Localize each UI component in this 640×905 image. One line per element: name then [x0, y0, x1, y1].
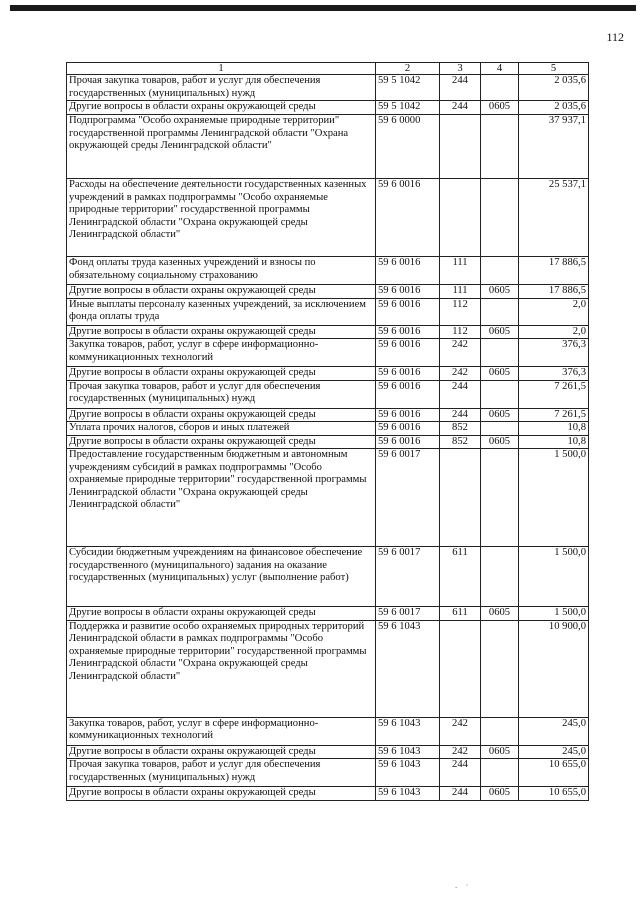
- expense-name-cell: Подпрограмма "Особо охраняемые природные территории" государственной программы Ленинградской области "Охрана окружающей среды Ленинградской области": [67, 115, 376, 179]
- expense-type-cell: 852: [440, 435, 481, 449]
- expense-type-cell: 242: [440, 367, 481, 381]
- section-code-cell: [481, 115, 519, 179]
- expense-type-cell: 112: [440, 325, 481, 339]
- target-article-cell: 59 6 0016: [376, 298, 440, 325]
- expense-name-cell: Другие вопросы в области охраны окружающей среды: [67, 325, 376, 339]
- target-article-cell: 59 6 0017: [376, 449, 440, 547]
- column-number-row: [67, 63, 589, 75]
- expense-name-cell: Субсидии бюджетным учреждениям на финансовое обеспечение государственного (муниципального) задания на оказание государственных (муниципальных) услуг (выполнение работ): [67, 547, 376, 607]
- table-row: [67, 325, 589, 339]
- target-article-cell: 59 6 0017: [376, 547, 440, 607]
- target-article-cell: 59 6 0016: [376, 435, 440, 449]
- expense-type-cell: 112: [440, 298, 481, 325]
- target-article-cell: 59 5 1042: [376, 75, 440, 101]
- amount-cell: 10 655,0: [519, 787, 589, 801]
- expense-type-cell: 244: [440, 787, 481, 801]
- table-row: [67, 75, 589, 101]
- target-article-cell: 59 6 0016: [376, 257, 440, 285]
- table-row: [67, 367, 589, 381]
- section-code-cell: [481, 449, 519, 547]
- expense-type-cell: 242: [440, 717, 481, 745]
- amount-cell: 2 035,6: [519, 101, 589, 115]
- section-code-cell: 0605: [481, 745, 519, 759]
- expense-type-cell: [440, 620, 481, 717]
- table-row: [67, 408, 589, 422]
- expense-name-cell: Другие вопросы в области охраны окружающей среды: [67, 435, 376, 449]
- expense-type-cell: 111: [440, 285, 481, 299]
- scan-artifact: . ·: [455, 880, 472, 890]
- target-article-cell: 59 6 1043: [376, 717, 440, 745]
- expense-name-cell: Другие вопросы в области охраны окружающей среды: [67, 367, 376, 381]
- amount-cell: 2,0: [519, 325, 589, 339]
- amount-cell: 2,0: [519, 298, 589, 325]
- section-code-cell: [481, 547, 519, 607]
- amount-cell: 37 937,1: [519, 115, 589, 179]
- expense-type-cell: [440, 115, 481, 179]
- amount-cell: 1 500,0: [519, 607, 589, 621]
- target-article-cell: 59 6 1043: [376, 745, 440, 759]
- target-article-cell: 59 6 0016: [376, 422, 440, 436]
- section-code-cell: [481, 759, 519, 787]
- amount-cell: 7 261,5: [519, 408, 589, 422]
- table-row: [67, 745, 589, 759]
- budget-table-body: [67, 63, 589, 801]
- expense-type-cell: 242: [440, 745, 481, 759]
- target-article-cell: 59 5 1042: [376, 101, 440, 115]
- table-row: [67, 101, 589, 115]
- expense-name-cell: Другие вопросы в области охраны окружающей среды: [67, 607, 376, 621]
- amount-cell: 376,3: [519, 367, 589, 381]
- table-row: [67, 339, 589, 367]
- amount-cell: 10,8: [519, 422, 589, 436]
- table-row: [67, 380, 589, 408]
- expense-name-cell: Закупка товаров, работ, услуг в сфере информационно-коммуникационных технологий: [67, 717, 376, 745]
- section-code-cell: [481, 257, 519, 285]
- column-number: 4: [481, 63, 519, 75]
- section-code-cell: 0605: [481, 607, 519, 621]
- section-code-cell: 0605: [481, 435, 519, 449]
- table-row: [67, 422, 589, 436]
- section-code-cell: [481, 380, 519, 408]
- expense-name-cell: Уплата прочих налогов, сборов и иных платежей: [67, 422, 376, 436]
- expense-type-cell: [440, 449, 481, 547]
- column-number: 3: [440, 63, 481, 75]
- page-number: 112: [606, 30, 624, 44]
- expense-type-cell: 111: [440, 257, 481, 285]
- table-row: [67, 717, 589, 745]
- target-article-cell: 59 6 0017: [376, 607, 440, 621]
- amount-cell: 245,0: [519, 717, 589, 745]
- table-row: [67, 547, 589, 607]
- section-code-cell: [481, 422, 519, 436]
- table-row: [67, 257, 589, 285]
- amount-cell: 10 655,0: [519, 759, 589, 787]
- table-row: [67, 179, 589, 257]
- amount-cell: 7 261,5: [519, 380, 589, 408]
- amount-cell: 10,8: [519, 435, 589, 449]
- section-code-cell: 0605: [481, 787, 519, 801]
- target-article-cell: 59 6 0016: [376, 325, 440, 339]
- expense-name-cell: Другие вопросы в области охраны окружающей среды: [67, 101, 376, 115]
- expense-type-cell: [440, 179, 481, 257]
- amount-cell: 25 537,1: [519, 179, 589, 257]
- section-code-cell: 0605: [481, 367, 519, 381]
- target-article-cell: 59 6 1043: [376, 759, 440, 787]
- amount-cell: 17 886,5: [519, 257, 589, 285]
- table-row: [67, 449, 589, 547]
- target-article-cell: 59 6 0016: [376, 285, 440, 299]
- section-code-cell: [481, 620, 519, 717]
- expense-name-cell: Другие вопросы в области охраны окружающей среды: [67, 787, 376, 801]
- expense-name-cell: Прочая закупка товаров, работ и услуг для обеспечения государственных (муниципальных) нужд: [67, 759, 376, 787]
- expense-type-cell: 852: [440, 422, 481, 436]
- target-article-cell: 59 6 0016: [376, 179, 440, 257]
- amount-cell: 17 886,5: [519, 285, 589, 299]
- expense-type-cell: 244: [440, 101, 481, 115]
- expense-name-cell: Расходы на обеспечение деятельности государственных казенных учреждений в рамках подпрограммы "Особо охраняемые природные территории" государственной программы Ленинградской области "Охрана окружающей среды Ленинградской области": [67, 179, 376, 257]
- table-row: [67, 607, 589, 621]
- expense-type-cell: 244: [440, 759, 481, 787]
- expense-type-cell: 611: [440, 547, 481, 607]
- section-code-cell: 0605: [481, 101, 519, 115]
- section-code-cell: [481, 717, 519, 745]
- expense-name-cell: Прочая закупка товаров, работ и услуг для обеспечения государственных (муниципальных) нужд: [67, 75, 376, 101]
- expense-type-cell: 242: [440, 339, 481, 367]
- expense-type-cell: 611: [440, 607, 481, 621]
- expense-name-cell: Поддержка и развитие особо охраняемых природных территорий Ленинградской области в рамках подпрограммы "Особо охраняемые природные территории" государственной программы Ленинградской области "Охрана окружающей среды Ленинградской области": [67, 620, 376, 717]
- table-row: [67, 787, 589, 801]
- table-row: [67, 285, 589, 299]
- section-code-cell: 0605: [481, 408, 519, 422]
- expense-name-cell: Другие вопросы в области охраны окружающей среды: [67, 408, 376, 422]
- column-number: 2: [376, 63, 440, 75]
- target-article-cell: 59 6 1043: [376, 787, 440, 801]
- amount-cell: 245,0: [519, 745, 589, 759]
- budget-table: [66, 62, 589, 801]
- table-row: [67, 298, 589, 325]
- amount-cell: 2 035,6: [519, 75, 589, 101]
- table-row: [67, 435, 589, 449]
- column-number: 5: [519, 63, 589, 75]
- section-code-cell: 0605: [481, 325, 519, 339]
- table-row: [67, 620, 589, 717]
- table-row: [67, 759, 589, 787]
- target-article-cell: 59 6 0016: [376, 367, 440, 381]
- amount-cell: 1 500,0: [519, 547, 589, 607]
- amount-cell: 10 900,0: [519, 620, 589, 717]
- expense-name-cell: Иные выплаты персоналу казенных учреждений, за исключением фонда оплаты труда: [67, 298, 376, 325]
- target-article-cell: 59 6 0016: [376, 339, 440, 367]
- target-article-cell: 59 6 0016: [376, 380, 440, 408]
- target-article-cell: 59 6 0016: [376, 408, 440, 422]
- target-article-cell: 59 6 0000: [376, 115, 440, 179]
- amount-cell: 376,3: [519, 339, 589, 367]
- section-code-cell: 0605: [481, 285, 519, 299]
- expense-name-cell: Другие вопросы в области охраны окружающей среды: [67, 285, 376, 299]
- expense-name-cell: Закупка товаров, работ, услуг в сфере информационно-коммуникационных технологий: [67, 339, 376, 367]
- expense-type-cell: 244: [440, 75, 481, 101]
- top-border-rule: [10, 5, 636, 11]
- target-article-cell: 59 6 1043: [376, 620, 440, 717]
- expense-name-cell: Фонд оплаты труда казенных учреждений и взносы по обязательному социальному страхованию: [67, 257, 376, 285]
- expense-name-cell: Предоставление государственным бюджетным и автономным учреждениям субсидий в рамках подпрограммы "Особо охраняемые природные территории" государственной программы Ленинградской области "Охрана окружающей среды Ленинградской области": [67, 449, 376, 547]
- expense-type-cell: 244: [440, 380, 481, 408]
- section-code-cell: [481, 75, 519, 101]
- section-code-cell: [481, 298, 519, 325]
- amount-cell: 1 500,0: [519, 449, 589, 547]
- table-row: [67, 115, 589, 179]
- expense-name-cell: Прочая закупка товаров, работ и услуг для обеспечения государственных (муниципальных) нужд: [67, 380, 376, 408]
- expense-type-cell: 244: [440, 408, 481, 422]
- expense-name-cell: Другие вопросы в области охраны окружающей среды: [67, 745, 376, 759]
- column-number: 1: [67, 63, 376, 75]
- section-code-cell: [481, 179, 519, 257]
- section-code-cell: [481, 339, 519, 367]
